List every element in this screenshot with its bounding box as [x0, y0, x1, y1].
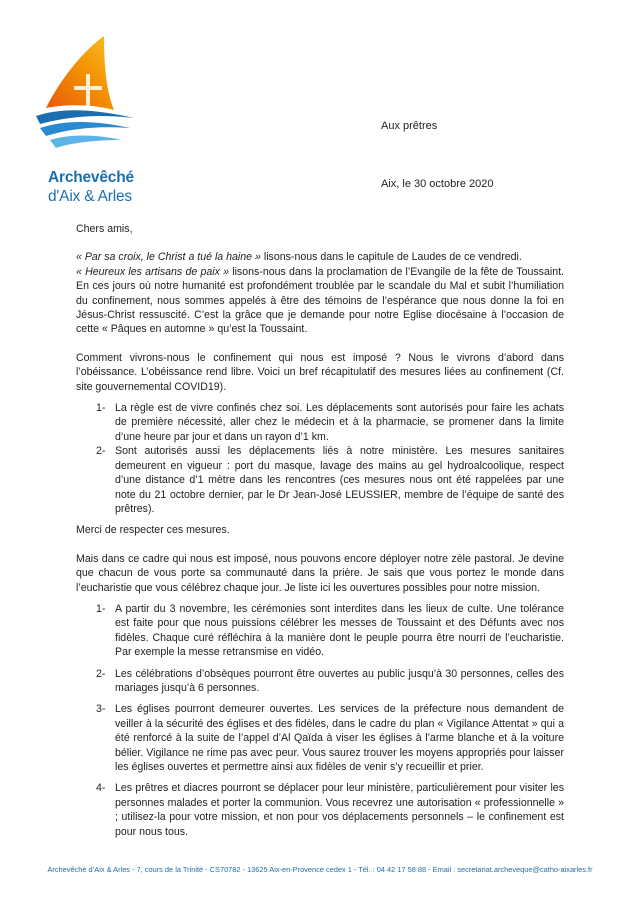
quote-2: « Heureux les artisans de paix » [76, 265, 229, 278]
org-line-2: d'Aix & Arles [48, 188, 132, 205]
letter-body [76, 222, 564, 839]
recipient-line: Aux prêtres [381, 120, 438, 132]
salutation: Chers amis, [76, 223, 133, 235]
wave-1 [36, 110, 134, 124]
measures-list [76, 401, 564, 516]
archdiocese-logo [30, 34, 142, 154]
paragraph-4: Mais dans ce cadre qui nous est imposé, nous pouvons encore déployer notre zèle pastoral. Je devine que chacun de vous porte sa communauté dans la prière. Je sais que vous portez le monde dans l’eucharistie que vous célébrez chaque jour. Je liste ici les ouvertures possibles pour notre mission. [76, 552, 564, 594]
paragraph-2: Comment vivrons-nous le confinement qui nous est imposé ? Nous le vivrons d’abord dans l’obéissance. L’obéissance rend libre. Voici un bref récapitulatif des mesures liées au confinement (Cf. site gouvernemental COVID19). [76, 351, 564, 393]
openings-list [76, 602, 564, 839]
list-item: 2- Sont autorisés aussi les déplacements liés à notre ministère. Les mesures sanitaires demeurent en vigueur : port du masque, lavage des mains au gel hydroalcoolique, respect d’une distance d’1 mètre dans les rencontres (ces mesures nous ont été rappelées par une note du 21 octobre dernier, par le Dr Jean-José LEUSSIER, membre de l’équipe de santé des prêtres). [96, 445, 564, 515]
list-item: 1- A partir du 3 novembre, les cérémonies sont interdites dans les lieux de culte. Une tolérance est faite pour que nous puissions célébrer les messes de Toussaint et des Défunts avec nos fidèles. Chaque curé réfléchira à la manière dont le peuple pourra être nourri de l’eucharistie. Par exemple la messe retransmise en vidéo. [96, 602, 564, 659]
footer-address: Archevêché d’Aix & Arles - 7, cours de la Trinité - CS70782 - 13625 Aix-en-Provence cedex 1 - Tél. : 04 42 17 58 88 - Email : secretariat.archeveque@catho-aixarles.fr [47, 864, 593, 874]
date-line: Aix, le 30 octobre 2020 [381, 178, 494, 190]
list-item: 4- Les prêtres et diacres pourront se déplacer pour leur ministère, particulièrement pour visiter les personnes malades et porter la communion. Vous recevrez une autorisation « professionnelle » ; utilisez-la pour votre mission, et non pour vos déplacements personnels – le confinement est pour nous tous. [96, 782, 564, 838]
sail-shape [46, 36, 114, 110]
wave-2 [40, 122, 130, 136]
list-item: 2- Les célébrations d’obsèques pourront être ouvertes au public jusqu’à 30 personnes, celles des mariages jusqu’à 6 personnes. [96, 667, 564, 694]
paragraph-1: « Par sa croix, le Christ a tué la haine » lisons-nous dans le capitule de Laudes de ce vendredi. « Heureux les artisans de paix » lisons-nous dans la proclamation de l’Evangile de la fête de Toussaint. En ces jours où notre humanité est profondément troublée par le scandale du Mal et subit l’humiliation du confinement, nous sommes appelés à être des témoins de l’espérance que nous donne la foi en Jésus-Christ ressuscité. C’est la grâce que je demande pour notre Eglise diocésaine à l’occasion de cette « Pâques en automne » qu’est la Toussaint. [76, 251, 564, 336]
paragraph-3: Merci de respecter ces mesures. [76, 524, 230, 537]
organization-name [48, 168, 168, 206]
wave-3 [50, 136, 122, 149]
quote-1: « Par sa croix, le Christ a tué la haine » [76, 251, 261, 264]
list-item: 1- La règle est de vivre confinés chez soi. Les déplacements sont autorisés pour faire les achats de première nécessité, aller chez le médecin et à la pharmacie, se promener dans la limite d’une heure par jour et dans un rayon d’1 km. [96, 402, 564, 443]
list-item: 3- Les églises pourront demeurer ouvertes. Les services de la préfecture nous demandent de veiller à la sécurité des églises et des fidèles, dans le cadre du plan « Vigilance Attentat » qui a été renforcé à la suite de l’appel d’Al Qaïda à viser les églises à l’arme blanche et à la voiture bélier. Vigilance ne rime pas avec peur. Vous saurez trouver les moyens appropriés pour laisser les églises ouvertes et permettre ainsi aux fidèles de venir s’y recueillir et prier. [96, 703, 564, 773]
org-line-1: Archevêché [48, 169, 134, 186]
